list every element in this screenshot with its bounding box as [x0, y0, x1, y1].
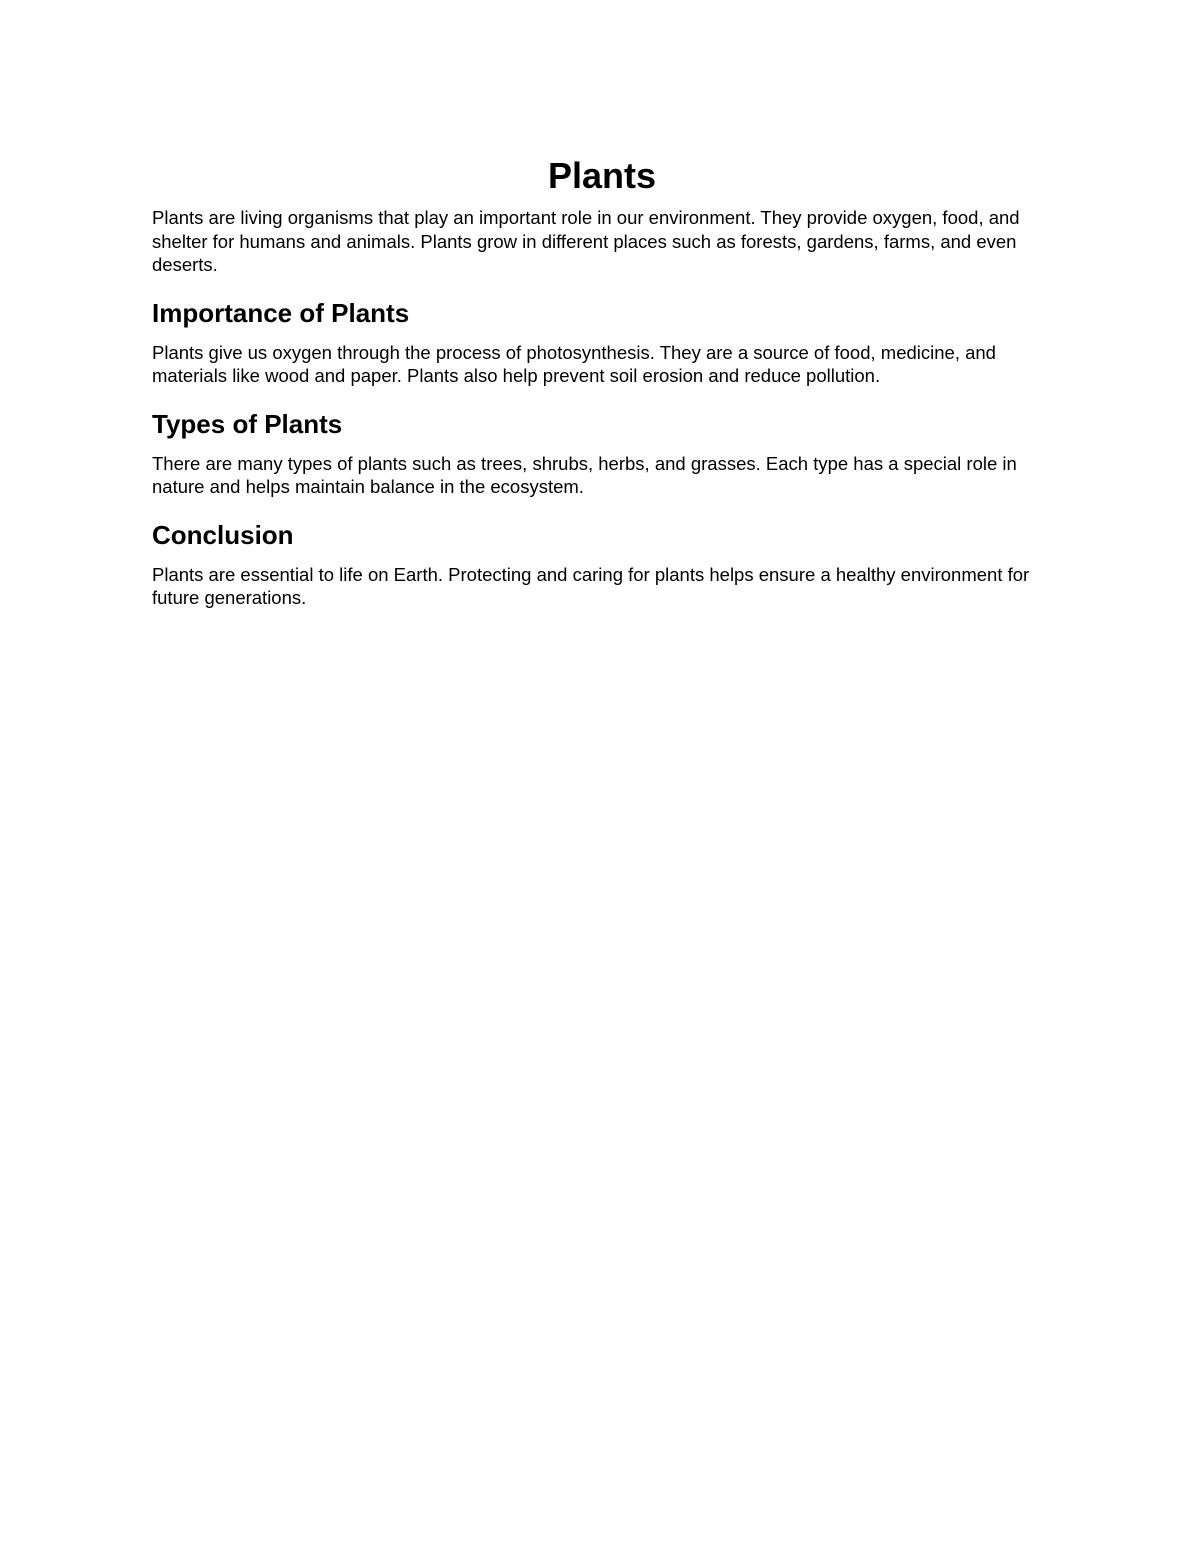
section-heading-importance: Importance of Plants — [152, 297, 410, 328]
document-content — [152, 152, 1052, 610]
intro-paragraph: Plants are living organisms that play an important role in our environment. They provide oxygen, food, and shelter for humans and animals. Plants grow in different places such as forests, gardens, farms, and even deserts. — [152, 207, 1020, 275]
section-heading-types: Types of Plants — [152, 408, 343, 439]
section-body-types: There are many types of plants such as trees, shrubs, herbs, and grasses. Each type has a special role in nature and helps maintain balance in the ecosystem. — [152, 452, 1017, 497]
section-importance — [152, 297, 1052, 388]
section-heading-conclusion: Conclusion — [152, 519, 294, 550]
page-title: Plants — [547, 155, 657, 196]
section-body-importance: Plants give us oxygen through the process of photosynthesis. They are a source of food, medicine, and materials like wood and paper. Plants also help prevent soil erosion and reduce pollution. — [152, 341, 996, 386]
section-body-conclusion: Plants are essential to life on Earth. Protecting and caring for plants helps ensure a healthy environment for future generations. — [152, 563, 1030, 608]
section-conclusion — [152, 519, 1052, 610]
section-types — [152, 408, 1052, 499]
